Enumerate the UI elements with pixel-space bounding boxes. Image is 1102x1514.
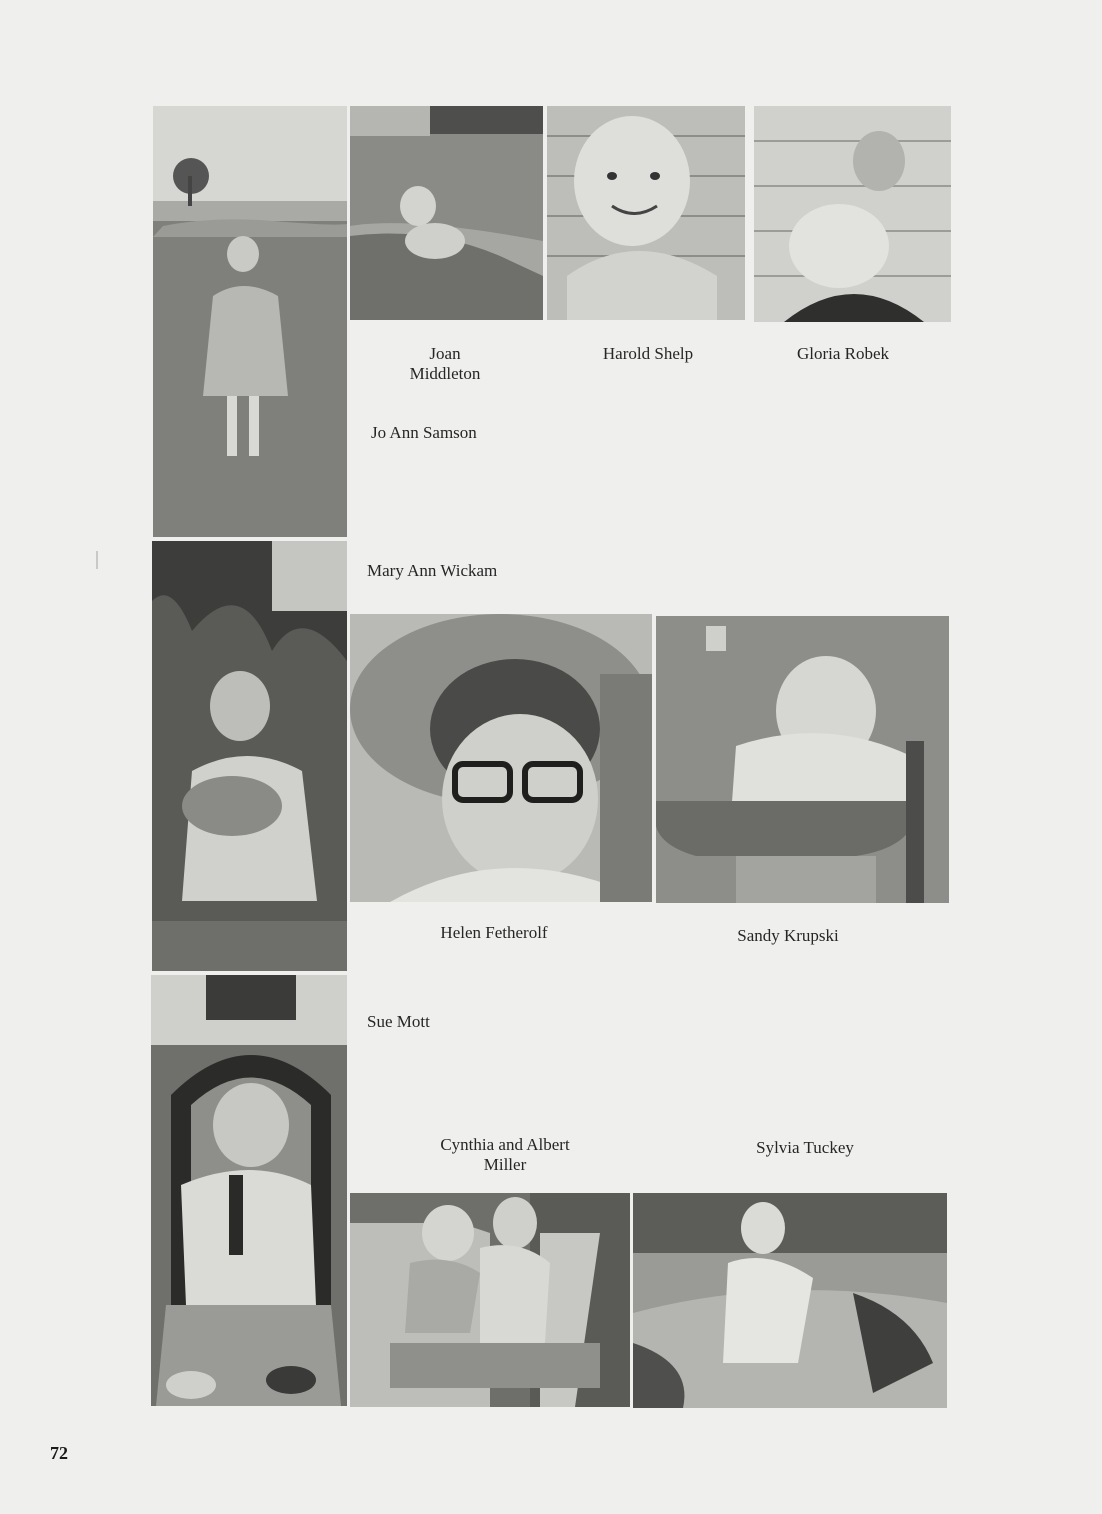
- caption-sue-mott: Sue Mott: [367, 1012, 430, 1031]
- photo-cynthia-albert-miller: [350, 1193, 630, 1407]
- photo-sylvia-tuckey: [633, 1193, 947, 1408]
- scan-mark: [96, 551, 98, 569]
- caption-sylvia-tuckey: Sylvia Tuckey: [756, 1138, 854, 1157]
- photo-helen-fetherolf: [350, 614, 652, 902]
- page-number: 72: [50, 1443, 68, 1463]
- caption-joan-middleton: Joan Middleton: [409, 344, 481, 383]
- photo-harold-shelp: [547, 106, 745, 320]
- photo-jo-ann-samson: [153, 106, 347, 537]
- photo-gloria-robek: [754, 106, 951, 322]
- photo-sandy-krupski: [656, 616, 949, 903]
- caption-gloria-robek: Gloria Robek: [796, 344, 890, 363]
- caption-cynthia-albert-miller: Cynthia and Albert Miller: [440, 1135, 570, 1174]
- photo-joan-middleton: [350, 106, 543, 320]
- caption-mary-ann-wickam: Mary Ann Wickam: [367, 561, 498, 580]
- caption-sandy-krupski: Sandy Krupski: [737, 926, 839, 945]
- caption-helen-fetherolf: Helen Fetherolf: [440, 923, 548, 942]
- caption-jo-ann-samson: Jo Ann Samson: [371, 423, 477, 442]
- photo-sue-mott: [151, 975, 347, 1406]
- photo-mary-ann-wickam: [152, 541, 347, 971]
- caption-harold-shelp: Harold Shelp: [602, 344, 694, 363]
